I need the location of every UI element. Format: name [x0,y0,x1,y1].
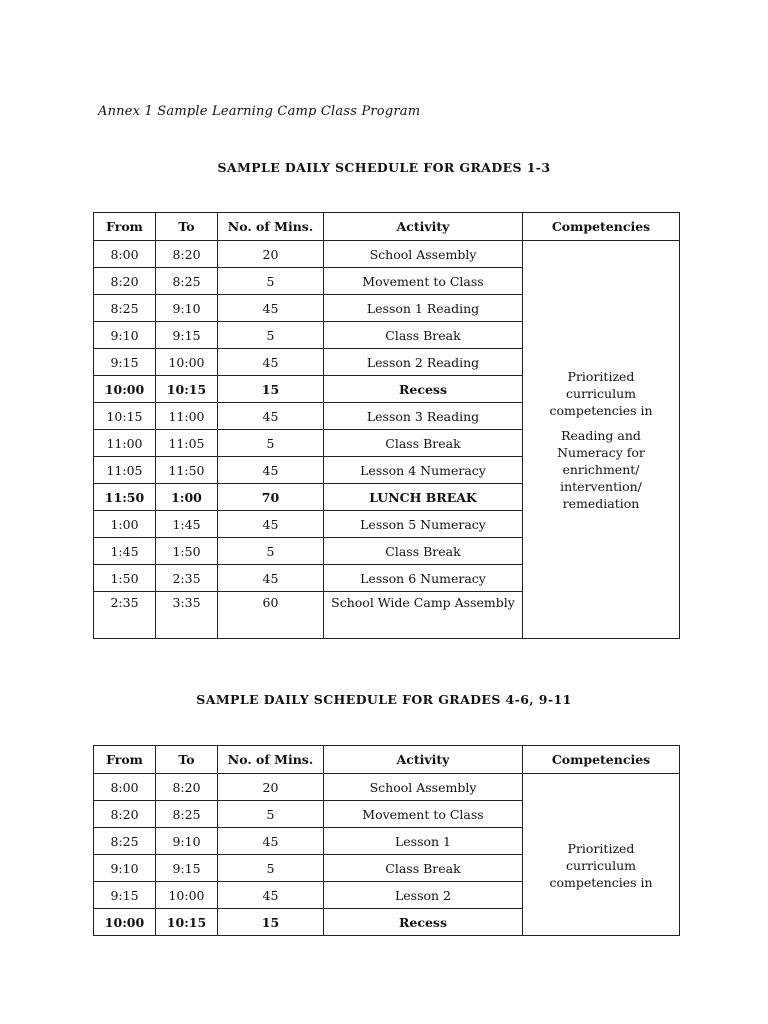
cell-activity: Lesson 1 [324,828,523,855]
cell-to: 8:25 [156,801,218,828]
table-row [94,241,680,268]
cell-mins: 15 [218,376,324,403]
cell-from: 11:50 [94,484,156,511]
cell-competencies [523,774,680,936]
cell-to: 10:00 [156,349,218,376]
cell-to: 11:05 [156,430,218,457]
cell-to: 1:50 [156,538,218,565]
cell-from: 8:00 [94,774,156,801]
cell-activity: Lesson 1 Reading [324,295,523,322]
cell-mins: 45 [218,882,324,909]
cell-activity: Class Break [324,322,523,349]
cell-from: 10:15 [94,403,156,430]
cell-from: 8:25 [94,828,156,855]
cell-to: 1:00 [156,484,218,511]
competencies-line: remediation [562,495,640,511]
cell-to: 10:15 [156,909,218,936]
cell-mins: 45 [218,565,324,592]
cell-mins: 5 [218,268,324,295]
cell-activity: Movement to Class [324,801,523,828]
cell-from: 8:20 [94,801,156,828]
cell-from: 8:00 [94,241,156,268]
cell-from: 10:00 [94,909,156,936]
table-row [94,774,680,801]
cell-mins: 5 [218,430,324,457]
annex-title: Annex 1 Sample Learning Camp Class Program [98,104,421,119]
cell-activity: School Assembly [324,774,523,801]
cell-mins: 60 [218,592,324,639]
cell-activity: Movement to Class [324,268,523,295]
cell-to: 9:15 [156,322,218,349]
cell-mins: 45 [218,828,324,855]
cell-from: 1:00 [94,511,156,538]
cell-from: 8:20 [94,268,156,295]
column-header-competencies: Competencies [523,213,680,241]
cell-from: 2:35 [94,592,156,639]
cell-mins: 45 [218,295,324,322]
competencies-line: intervention/ [560,478,642,494]
column-header-mins: No. of Mins. [218,213,324,241]
cell-from: 9:10 [94,855,156,882]
column-header-activity: Activity [324,746,523,774]
cell-activity: Lesson 5 Numeracy [324,511,523,538]
cell-to: 9:10 [156,828,218,855]
cell-to: 3:35 [156,592,218,639]
table-header-row [94,213,680,241]
table-header-row [94,746,680,774]
cell-activity: Recess [324,909,523,936]
cell-mins: 20 [218,774,324,801]
schedule-table-grades-1-3 [93,212,680,639]
cell-to: 8:25 [156,268,218,295]
cell-to: 1:45 [156,511,218,538]
cell-activity: Class Break [324,538,523,565]
cell-mins: 45 [218,457,324,484]
cell-mins: 15 [218,909,324,936]
cell-mins: 20 [218,241,324,268]
cell-to: 8:20 [156,774,218,801]
competencies-line: Reading and [561,427,641,443]
cell-mins: 5 [218,801,324,828]
cell-to: 10:00 [156,882,218,909]
schedule-heading-grades-1-3: SAMPLE DAILY SCHEDULE FOR GRADES 1-3 [217,160,551,175]
cell-mins: 5 [218,538,324,565]
cell-from: 8:25 [94,295,156,322]
column-header-to: To [156,213,218,241]
cell-activity: Lesson 2 Reading [324,349,523,376]
cell-from: 1:50 [94,565,156,592]
column-header-activity: Activity [324,213,523,241]
competencies-line: competencies in [549,402,653,418]
cell-activity: School Wide Camp Assembly [324,592,523,639]
column-header-from: From [94,746,156,774]
cell-competencies [523,241,680,639]
cell-from: 11:05 [94,457,156,484]
cell-to: 9:15 [156,855,218,882]
competencies-line: curriculum [566,858,636,873]
cell-activity: Lesson 4 Numeracy [324,457,523,484]
cell-from: 9:15 [94,349,156,376]
competencies-line: curriculum [566,385,636,401]
competencies-line: enrichment/ [562,461,640,477]
column-header-mins: No. of Mins. [218,746,324,774]
cell-to: 2:35 [156,565,218,592]
cell-to: 11:00 [156,403,218,430]
competencies-line: Numeracy for [557,444,645,460]
cell-from: 9:10 [94,322,156,349]
cell-activity: Lesson 3 Reading [324,403,523,430]
cell-to: 10:15 [156,376,218,403]
cell-activity: Class Break [324,430,523,457]
column-header-competencies: Competencies [523,746,680,774]
competencies-line: competencies in [549,875,653,890]
cell-activity: Lesson 2 [324,882,523,909]
cell-mins: 5 [218,855,324,882]
cell-activity: LUNCH BREAK [324,484,523,511]
cell-activity: Recess [324,376,523,403]
competencies-line: Prioritized [567,368,635,384]
column-header-from: From [94,213,156,241]
cell-activity: School Assembly [324,241,523,268]
competencies-line: Prioritized [567,841,635,856]
cell-mins: 45 [218,511,324,538]
cell-mins: 45 [218,403,324,430]
cell-from: 11:00 [94,430,156,457]
cell-to: 9:10 [156,295,218,322]
cell-from: 9:15 [94,882,156,909]
column-header-to: To [156,746,218,774]
cell-from: 1:45 [94,538,156,565]
cell-to: 8:20 [156,241,218,268]
schedule-table-grades-4-6-9-11 [93,745,680,936]
cell-from: 10:00 [94,376,156,403]
cell-activity: Class Break [324,855,523,882]
cell-activity: Lesson 6 Numeracy [324,565,523,592]
schedule-heading-grades-4-6-9-11: SAMPLE DAILY SCHEDULE FOR GRADES 4-6, 9-11 [196,692,572,707]
cell-mins: 70 [218,484,324,511]
cell-mins: 5 [218,322,324,349]
cell-mins: 45 [218,349,324,376]
cell-to: 11:50 [156,457,218,484]
